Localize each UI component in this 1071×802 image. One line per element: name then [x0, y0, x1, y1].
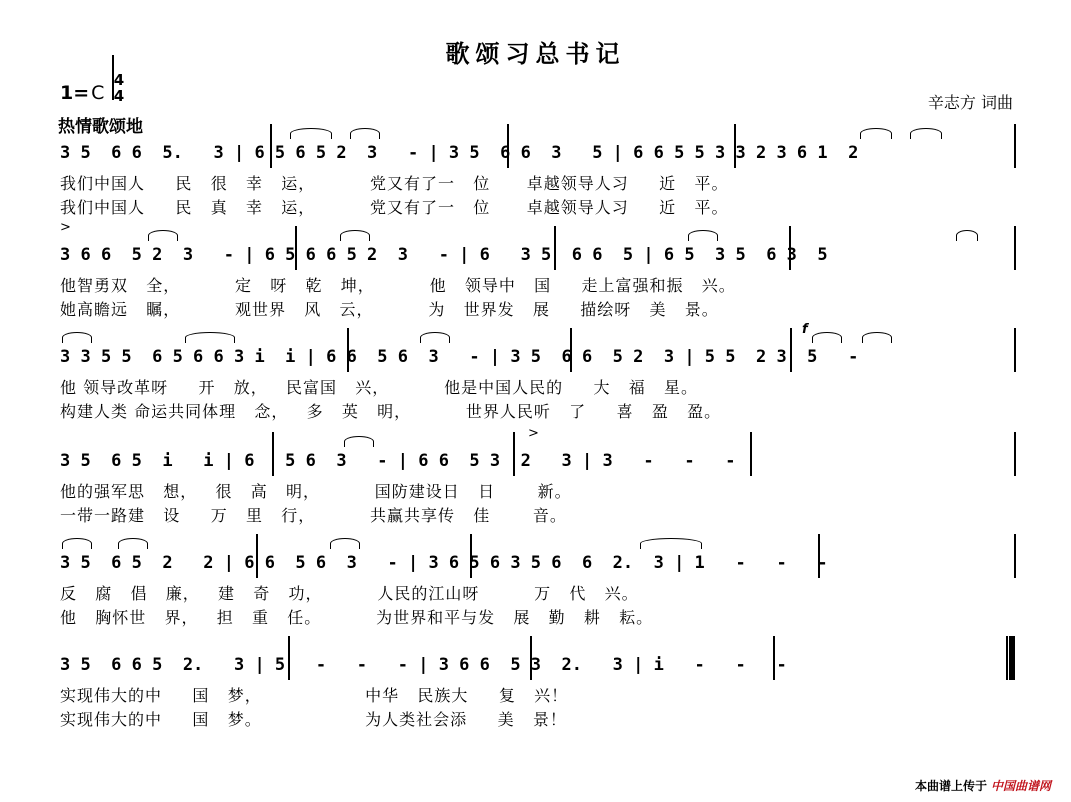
lyrics-verse-2: 实现伟大的中 国 梦。 为人类社会添 美 景！ — [60, 710, 567, 729]
slur — [910, 128, 942, 139]
notes-row: 3 3 5 5 6 5 6 6 3 i i | 6 6 5 6 3 - | 3 5 6 6 5 2 3 | 5 5 2 3 5 - — [60, 347, 859, 367]
notes-row: 3 5 6 6 5 2. 3 | 5 - - - | 3 6 6 5 3 2. 3 | i - - - — [60, 655, 787, 675]
lyrics-verse-1: 他 领导改革呀 开 放， 民富国 兴， 他是中国人民的 大 福 星。 — [60, 378, 699, 397]
lyrics-verse-1: 实现伟大的中 国 梦， 中华 民族大 复 兴！ — [60, 686, 569, 705]
time-signature — [112, 72, 126, 104]
notes-row: 3 5 6 5 i i | 6 5 6 3 - | 6 6 5 3 2 3 | 3 - - - — [60, 451, 736, 471]
lyrics-verse-2: 他 胸怀世 界， 担 重 任。 为世界和平与发 展 勤 耕 耘。 — [60, 608, 654, 627]
staff-system — [0, 654, 1071, 754]
composer-credit: 辛志方 词曲 — [927, 93, 1013, 112]
slur — [640, 538, 702, 549]
meter-divider — [112, 55, 114, 100]
slur — [62, 332, 92, 343]
notes-row: 3 5 6 5 2 2 | 6 6 5 6 3 - | 3 6 5 6 3 5 6 6 2. 3 | 1 - - - — [60, 553, 828, 573]
staff-system — [0, 142, 1071, 242]
staff-system — [0, 426, 1071, 550]
lyrics-verse-1: 反 腐 倡 廉， 建 奇 功， 人民的江山呀 万 代 兴。 — [60, 584, 639, 603]
footer-text: 本曲谱上传于 — [914, 779, 987, 793]
slur — [420, 332, 450, 343]
fermata — [956, 230, 978, 241]
lyrics-verse-2: 我们中国人 民 真 幸 运， 党又有了一 位 卓越领导人习 近 平。 — [60, 198, 729, 217]
key-note: C — [91, 82, 105, 104]
accent-mark: > — [60, 220, 71, 235]
expression-marking: 热情歌颂地 — [58, 117, 143, 137]
slur — [118, 538, 148, 549]
site-logo[interactable]: 中国曲谱网 — [990, 779, 1051, 793]
slur — [862, 332, 892, 343]
slur — [340, 230, 370, 241]
notes-row: 3 5 6 6 5. 3 | 6 5 6 5 2 3 - | 3 5 6 6 3 5 | 6 6 5 5 3 3 2 3 6 1 2 — [60, 143, 859, 163]
song-title: 歌颂习总书记 — [445, 39, 626, 68]
slur — [350, 128, 380, 139]
lyrics-verse-1: 他智勇双 全， 定 呀 乾 坤， 他 领导中 国 走上富强和振 兴。 — [60, 276, 736, 295]
dynamic-forte: f — [802, 322, 808, 337]
slur — [62, 538, 92, 549]
lyrics-verse-2: 构建人类 命运共同体理 念， 多 英 明， 世界人民听 了 喜 盈 盈。 — [60, 402, 722, 421]
slur — [330, 538, 360, 549]
lyrics-verse-2: 她高瞻远 瞩， 观世界 风 云， 为 世界发 展 描绘呀 美 景。 — [60, 300, 719, 319]
staff-system — [0, 552, 1071, 652]
lyrics-verse-2: 一带一路建 设 万 里 行， 共赢共享传 佳 音。 — [60, 506, 567, 525]
upload-footer — [915, 777, 1051, 794]
staff-system — [0, 220, 1071, 344]
lyrics-verse-1: 他的强军思 想， 很 高 明， 国防建设日 日 新。 — [60, 482, 572, 501]
slur — [148, 230, 178, 241]
meter-bottom: 4 — [113, 87, 125, 105]
slur — [185, 332, 235, 343]
slur — [860, 128, 892, 139]
slur — [344, 436, 374, 447]
accent-mark: > — [528, 426, 539, 441]
slur — [290, 128, 332, 139]
key-label: 1= — [60, 82, 90, 104]
lyrics-verse-1: 我们中国人 民 很 幸 运， 党又有了一 位 卓越领导人习 近 平。 — [60, 174, 729, 193]
slur — [812, 332, 842, 343]
slur — [688, 230, 718, 241]
meter-top: 4 — [113, 71, 125, 89]
notes-row: 3 6 6 5 2 3 - | 6 5 6 6 5 2 3 - | 6 3 5 6 6 5 | 6 5 3 5 6 3 5 — [60, 245, 828, 265]
key-signature — [60, 82, 104, 104]
